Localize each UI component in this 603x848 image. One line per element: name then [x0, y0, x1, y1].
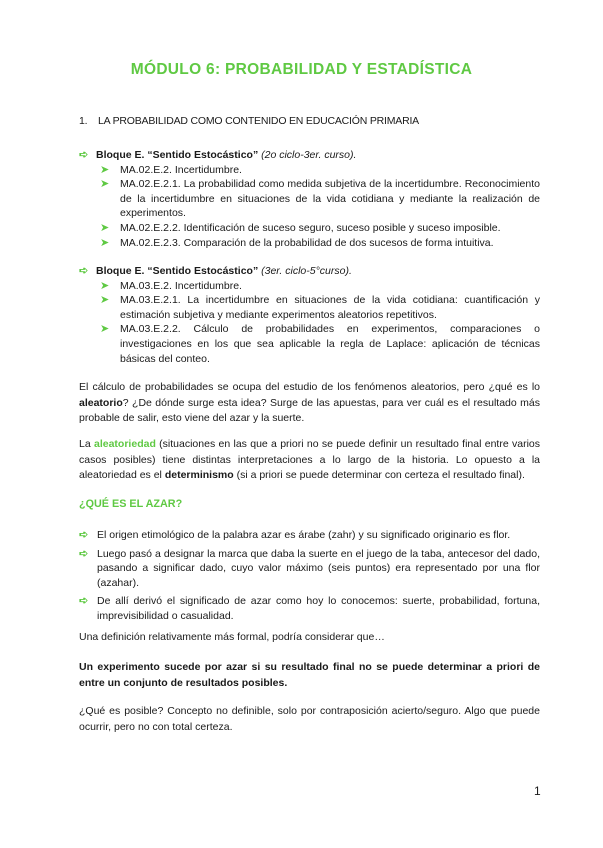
list-item: ➤ MA.02.E.2.3. Comparación de la probabilidad de dos sucesos de forma intuitiva.	[100, 236, 494, 249]
green-triangle-icon: ➤	[100, 178, 110, 191]
list-item: ➪ Luego pasó a designar la marca que daba la suerte en el juego de la taba, antecesor del dado, pasando a significar dado, cuyo valor máximo (seis puntos) era representado por una flor (azahar).	[79, 547, 540, 589]
bloque-items	[79, 163, 540, 251]
bloque-label: Bloque E. “Sentido Estocástico”	[96, 265, 259, 277]
green-triangle-icon: ➤	[100, 279, 110, 292]
bloque-2o-ciclo	[79, 148, 540, 250]
page-number: 1	[534, 784, 541, 798]
paragraph-aleatoriedad: La aleatoriedad (situaciones en las que a priori no se puede definir un resultado final entre varios casos posibles) tiene distintas interpretaciones a lo largo de la historia. Lo opuesto a la aleatoriedad es el determinismo (si a priori se puede determinar con certeza el resultado final).	[79, 438, 540, 481]
section-title: LA PROBABILIDAD COMO CONTENIDO EN EDUCACIÓN PRIMARIA	[98, 115, 419, 127]
green-arrow-icon: ➪	[79, 529, 89, 541]
paragraph-aleatorio: El cálculo de probabilidades se ocupa del estudio de los fenómenos aleatorios, pero ¿qué es lo aleatorio? ¿De dónde surge esta idea? Surge de las apuestas, para ver cuál es el resultado más probable de salir, esto viene del azar y la suerte.	[79, 381, 540, 424]
term-aleatorio: aleatorio	[79, 396, 123, 409]
list-item: ➤ MA.03.E.2. Incertidumbre.	[100, 279, 242, 292]
list-item: ➤ MA.03.E.2.1. La incertidumbre en situaciones de la vida cotidiana: cuantificación y estimación subjetiva y mediante experimentos aleatorios repetitivos.	[100, 294, 540, 321]
list-item: ➤ MA.02.E.2.2. Identificación de suceso seguro, suceso posible y suceso imposible.	[100, 221, 501, 234]
paragraph-posible: ¿Qué es posible? Concepto no definible, solo por contraposición acierto/seguro. Algo que puede ocurrir, pero no con total certeza.	[79, 705, 540, 733]
green-triangle-icon: ➤	[100, 221, 110, 234]
bloque-items	[79, 279, 540, 367]
bloque-3er-ciclo	[79, 264, 540, 366]
section-heading	[79, 115, 419, 127]
term-aleatoriedad: aleatoriedad	[94, 438, 156, 450]
green-triangle-icon: ➤	[100, 163, 110, 176]
section-number: 1.	[79, 115, 88, 127]
green-arrow-icon: ➪	[79, 265, 89, 277]
bloque-heading	[79, 148, 540, 163]
paragraph-definicion: Una definición relativamente más formal, podría considerar que…	[79, 631, 385, 643]
page-title: MÓDULO 6: PROBABILIDAD Y ESTADÍSTICA	[130, 61, 473, 78]
bloque-cycle: (2o ciclo-3er. curso).	[261, 149, 357, 161]
green-triangle-icon: ➤	[100, 323, 110, 336]
bloque-label: Bloque E. “Sentido Estocástico”	[96, 149, 259, 161]
paragraph-experimento: Un experimento sucede por azar si su resultado final no se puede determinar a priori de entre un conjunto de resultados posibles.	[79, 661, 540, 689]
green-arrow-icon: ➪	[79, 595, 89, 608]
list-item: ➤ MA.02.E.2. Incertidumbre.	[100, 163, 242, 176]
bloque-heading	[79, 264, 540, 279]
list-item: ➪ De allí derivó el significado de azar como hoy lo conocemos: suerte, probabilidad, fortuna, imprevisibilidad o casualidad.	[79, 595, 540, 622]
question-heading: ¿QUÉ ES EL AZAR?	[79, 498, 183, 510]
list-item: ➤ MA.03.E.2.2. Cálculo de probabilidades en experimentos, comparaciones o investigaciones en los que sea aplicable la regla de Laplace: aplicación de técnicas básicas del conteo.	[100, 323, 540, 365]
term-determinismo: determinismo	[164, 469, 234, 481]
azar-bullet-list	[79, 528, 540, 628]
bloque-cycle: (3er. ciclo-5°curso).	[261, 265, 352, 277]
green-arrow-icon: ➪	[79, 149, 89, 161]
green-arrow-icon: ➪	[79, 547, 89, 560]
green-triangle-icon: ➤	[100, 236, 110, 249]
list-item: ➪ El origen etimológico de la palabra azar es árabe (zahr) y su significado originario es flor.	[79, 529, 511, 541]
list-item: ➤ MA.02.E.2.1. La probabilidad como medida subjetiva de la incertidumbre. Reconocimiento de la incertidumbre en situaciones de la vida cotidiana y mediante la realización de experimentos.	[100, 178, 540, 220]
green-triangle-icon: ➤	[100, 294, 110, 307]
